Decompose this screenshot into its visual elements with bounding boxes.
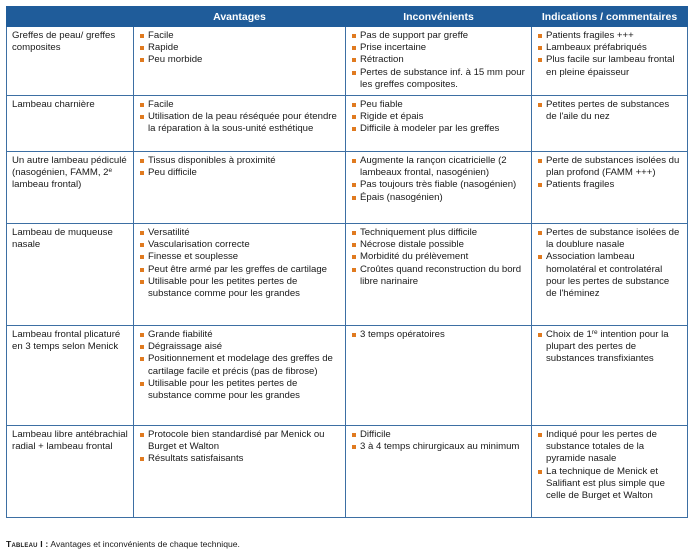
inconvenients-cell <box>346 326 532 426</box>
list-item: Finesse et souplesse <box>139 251 340 263</box>
list-item: Morbidité du prélèvement <box>351 251 526 263</box>
list-item: Utilisation de la peau réséquée pour étendre la réparation à la sous-unité esthétique <box>139 111 340 135</box>
inconvenients-cell <box>346 224 532 326</box>
table-row <box>7 27 688 96</box>
technique-text: Un autre lambeau pédiculé (nasogénien, FAMM, 2 <box>12 155 127 179</box>
header-row <box>7 7 688 27</box>
technique-cell: Lambeau charnière <box>7 96 134 152</box>
list-item: Difficile à modeler par les greffes <box>351 123 526 135</box>
avantages-cell <box>134 326 346 426</box>
caption-label: Tableau I : <box>6 539 49 549</box>
list-item: Peut être armé par les greffes de cartilage <box>139 264 340 276</box>
list-item: Prise incertaine <box>351 42 526 54</box>
indications-cell <box>532 96 688 152</box>
header-indications: Indications / commentaires <box>532 7 688 27</box>
technique-text-end: lambeau frontal) <box>12 179 82 191</box>
avantages-cell <box>134 96 346 152</box>
list-item: Difficile <box>351 429 526 441</box>
comparison-table <box>6 6 688 518</box>
technique-cell: Lambeau libre antébrachial radial + lambeau frontal <box>7 426 134 518</box>
list-item: Association lambeau homolatéral et controlatéral pour les pertes de substance de l'héminez <box>537 251 682 300</box>
indications-cell <box>532 152 688 224</box>
list-item: Pertes de substance inf. à 15 mm pour les greffes composites. <box>351 67 526 91</box>
technique-cell: Greffes de peau/ greffes composites <box>7 27 134 96</box>
list-item: Peu difficile <box>139 167 340 179</box>
list-item: Dégraissage aisé <box>139 341 340 353</box>
list-item: Protocole bien standardisé par Menick ou Burget et Walton <box>139 429 340 453</box>
list-item: Plus facile sur lambeau frontal en pleine épaisseur <box>537 54 682 78</box>
indications-cell <box>532 27 688 96</box>
indications-cell <box>532 224 688 326</box>
list-item: La technique de Menick et Salifiant est plus simple que celle de Burget et Walton <box>537 466 682 503</box>
table-caption <box>6 539 240 549</box>
list-item: Épais (nasogénien) <box>351 192 526 204</box>
list-item: Croûtes quand reconstruction du bord libre narinaire <box>351 264 526 288</box>
list-item: Grande fiabilité <box>139 329 340 341</box>
list-item: Peu morbide <box>139 54 340 66</box>
list-item: Patients fragiles <box>537 179 682 191</box>
list-item <box>537 329 682 366</box>
inconvenients-cell <box>346 96 532 152</box>
inconvenients-cell <box>346 152 532 224</box>
technique-cell <box>7 152 134 224</box>
list-item: Perte de substances isolées du plan profond (FAMM +++) <box>537 155 682 179</box>
table-row <box>7 426 688 518</box>
list-item: Patients fragiles +++ <box>537 30 682 42</box>
technique-cell: Lambeau de muqueuse nasale <box>7 224 134 326</box>
list-item: Utilisable pour les petites pertes de substance comme pour les grandes <box>139 276 340 300</box>
list-item: Lambeaux préfabriqués <box>537 42 682 54</box>
indication-text-end: intention pour la plupart des pertes de substances transfixiantes <box>546 329 669 365</box>
list-item: Techniquement plus difficile <box>351 227 526 239</box>
avantages-cell <box>134 426 346 518</box>
table-row <box>7 224 688 326</box>
list-item: Versatilité <box>139 227 340 239</box>
list-item: Pas de support par greffe <box>351 30 526 42</box>
list-item: Nécrose distale possible <box>351 239 526 251</box>
list-item: Rigide et épais <box>351 111 526 123</box>
list-item: Utilisable pour les petites pertes de substance comme pour les grandes <box>139 378 340 402</box>
technique-cell: Lambeau frontal plicaturé en 3 temps selon Menick <box>7 326 134 426</box>
inconvenients-cell <box>346 27 532 96</box>
list-item: Facile <box>139 30 340 42</box>
list-item: Rétraction <box>351 54 526 66</box>
list-item: 3 temps opératoires <box>351 329 526 341</box>
list-item: Résultats satisfaisants <box>139 453 340 465</box>
header-inconvenients: Inconvénients <box>346 7 532 27</box>
list-item: Rapide <box>139 42 340 54</box>
list-item: Tissus disponibles à proximité <box>139 155 340 167</box>
avantages-cell <box>134 152 346 224</box>
list-item: Pertes de substance isolées de la doublure nasale <box>537 227 682 251</box>
list-item: Augmente la rançon cicatricielle (2 lambeaux frontal, nasogénien) <box>351 155 526 179</box>
inconvenients-cell <box>346 426 532 518</box>
indications-cell <box>532 326 688 426</box>
list-item: Peu fiable <box>351 99 526 111</box>
avantages-cell <box>134 27 346 96</box>
table-container <box>6 6 687 518</box>
list-item: Indiqué pour les pertes de substance totales de la pyramide nasale <box>537 429 682 466</box>
table-row <box>7 96 688 152</box>
indication-text: Choix de 1 <box>546 329 592 340</box>
table-row <box>7 326 688 426</box>
table-row <box>7 152 688 224</box>
indications-cell <box>532 426 688 518</box>
list-item: 3 à 4 temps chirurgicaux au minimum <box>351 441 526 453</box>
avantages-cell <box>134 224 346 326</box>
list-item: Positionnement et modelage des greffes de cartilage facile et précis (pas de fibrose) <box>139 353 340 377</box>
ordinal-suffix: e <box>108 167 113 175</box>
list-item: Pas toujours très fiable (nasogénien) <box>351 179 526 191</box>
caption-text: Avantages et inconvénients de chaque technique. <box>48 539 240 549</box>
list-item: Facile <box>139 99 340 111</box>
header-technique <box>7 7 134 27</box>
header-avantages: Avantages <box>134 7 346 27</box>
list-item: Vascularisation correcte <box>139 239 340 251</box>
ordinal-suffix: re <box>591 329 598 336</box>
list-item: Petites pertes de substances de l'aile du nez <box>537 99 682 123</box>
